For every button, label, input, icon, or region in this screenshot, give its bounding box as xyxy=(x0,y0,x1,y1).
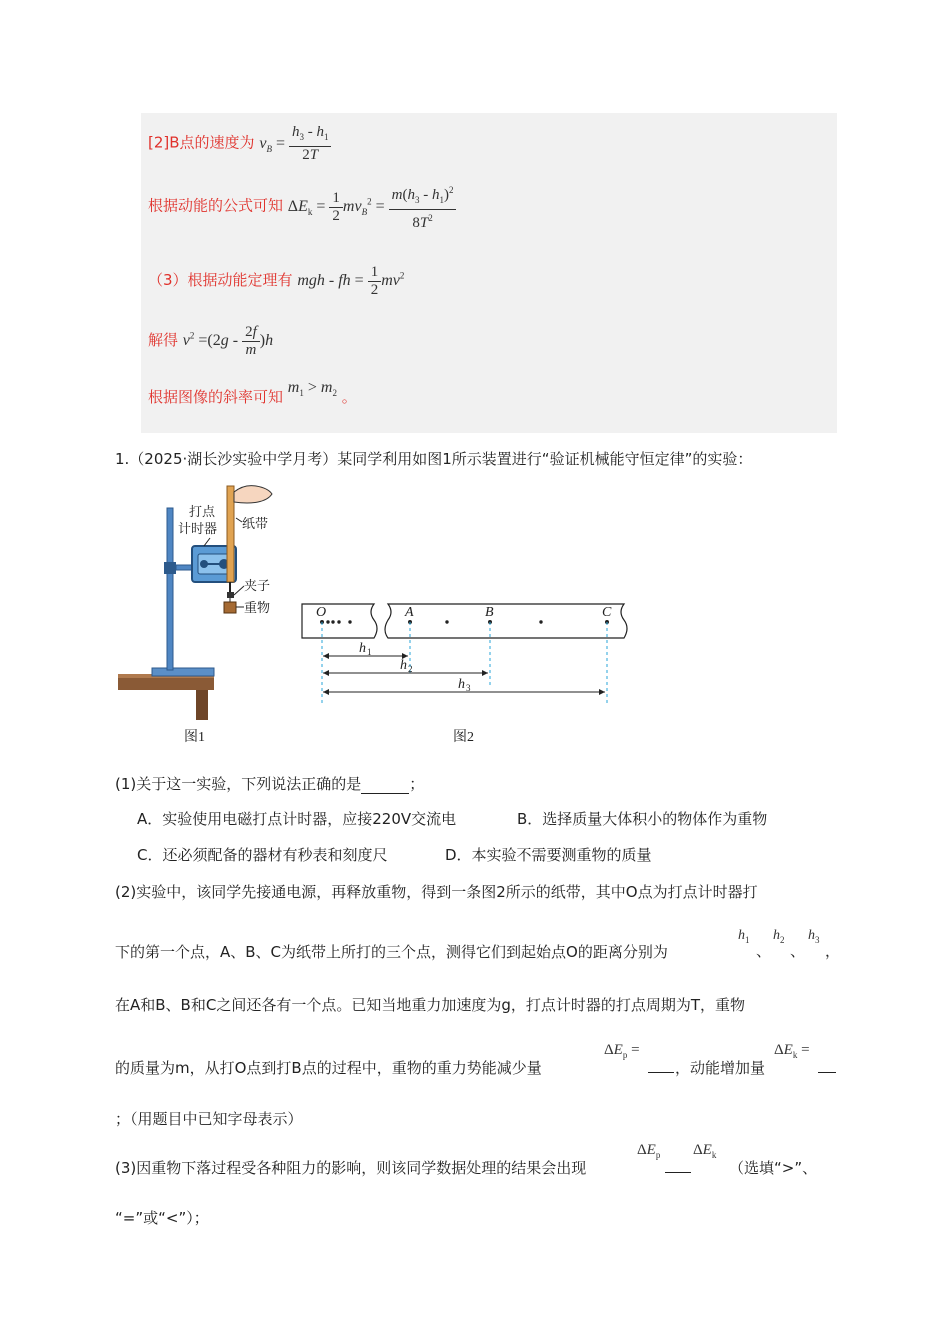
q2-line-5: ；（用题目中已知字母表示） xyxy=(115,1110,303,1128)
formula-v2: $v^2 =(2g$ - $\frac{2f}{m}$ )h xyxy=(182,324,274,358)
q3-line-1a: (3)因重物下落过程受各种阻力的影响，则该同学数据处理的结果会出现 xyxy=(115,1159,587,1177)
figure-2-caption: 图2 xyxy=(453,730,474,745)
symbol-h3: $h_3$ xyxy=(808,928,820,945)
answer-line-2 xyxy=(148,182,456,232)
answer-label-2: 根据动能的公式可知 xyxy=(148,196,284,215)
answer-line-5 xyxy=(148,379,357,408)
paper-tape xyxy=(227,486,234,582)
answer-label-5: 根据图像的斜率可知 xyxy=(148,388,284,406)
option-c: C．还必须配备的器材有秒表和刻度尺 xyxy=(137,846,388,864)
q2-line-2-text: 下的第一个点，A、B、C为纸带上所打的三个点，测得它们到起始点O的距离分别为 xyxy=(115,943,668,961)
q1-line xyxy=(115,773,424,794)
q2-ek-blank[interactable] xyxy=(818,1058,836,1073)
label-timer-line2: 计时器 xyxy=(178,521,218,536)
label-timer-line1: 打点 xyxy=(189,504,216,519)
tape-right-segment xyxy=(385,604,627,638)
answer-line-1 xyxy=(148,124,331,164)
formula-vb: $v_B$ = $\frac{h_3 - h_1}{2T}$ xyxy=(259,135,331,152)
formula-ek: $\Delta E_k$ = $\frac{1}{2}$ $mv_B^2$ = $\frac{m(h_3 - h_1)^2}{8T^2}$ xyxy=(288,198,457,215)
answer-line-4 xyxy=(148,324,273,359)
label-clip: 夹子 xyxy=(244,578,271,593)
table-leg xyxy=(196,690,208,720)
q2-line-4 xyxy=(115,1057,542,1078)
symbol-q3-ep: $\Delta E_p$ xyxy=(637,1142,661,1160)
label-h2: h xyxy=(400,658,407,673)
q1-end: ； xyxy=(409,775,425,793)
q3-compare-blank[interactable] xyxy=(665,1158,691,1173)
label-tape: 纸带 xyxy=(242,516,269,531)
symbol-delta-ep: $\Delta E_p$ = xyxy=(604,1042,640,1060)
answer-line-3 xyxy=(148,264,404,299)
q2-line-1: (2)实验中，该同学先接通电源，再释放重物，得到一条图2所示的纸带，其中O点为打点计时器打 xyxy=(115,883,758,901)
symbol-h1: $h_1$ xyxy=(738,928,750,945)
formula-energy: mgh - fh = $\frac{1}{2}$ $mv^2$ xyxy=(297,264,405,298)
hand xyxy=(234,486,272,503)
stand-clamp xyxy=(164,562,176,574)
q3-line-2: “=”或“<”）； xyxy=(115,1209,209,1227)
label-O: O xyxy=(316,605,327,620)
q2-line-4a: 的质量为m，从打O点到打B点的过程中，重物的重力势能减少量 xyxy=(115,1059,542,1077)
clip xyxy=(227,592,234,598)
symbol-delta-ek: $\Delta E_k$ = xyxy=(774,1042,810,1060)
label-h1-sub: 1 xyxy=(367,647,372,657)
stand-rod xyxy=(167,508,173,670)
q2-line-4b: ，动能增加量 xyxy=(675,1059,766,1077)
label-h2-sub: 2 xyxy=(408,664,413,674)
answer-label-4: 解得 xyxy=(148,331,179,350)
label-h1: h xyxy=(359,641,366,656)
q1-text: (1)关于这一实验，下列说法正确的是 xyxy=(115,775,362,793)
label-h3-sub: 3 xyxy=(466,683,471,693)
q2-ep-blank[interactable] xyxy=(648,1058,674,1073)
option-d: D．本实验不需要测重物的质量 xyxy=(445,846,652,864)
figure-1-caption: 图1 xyxy=(184,730,205,745)
q2-line-2 xyxy=(115,941,668,962)
q3-line-1b: （选填“>”、 xyxy=(729,1159,818,1177)
figure-2-tape xyxy=(296,598,632,708)
stand-base xyxy=(152,668,214,676)
answer-label-1: [2]B点的速度为 xyxy=(148,133,255,152)
q1-answer-blank[interactable] xyxy=(361,775,409,794)
figure-1-apparatus xyxy=(112,478,287,720)
q2-line-3: 在A和B、B和C之间还各有一个点。已知当地重力加速度为g，打点计时器的打点周期为T，重物 xyxy=(115,996,746,1014)
answer-label-3: （3）根据动能定理有 xyxy=(148,271,293,290)
question-header: 1.（2025·湖长沙实验中学月考）某同学利用如图1所示装置进行“验证机械能守恒定律”的实验： xyxy=(115,450,753,468)
formula-mass: $m_1 > m_2$ xyxy=(287,379,337,399)
label-C: C xyxy=(602,605,612,620)
symbol-q3-ek: $\Delta E_k$ xyxy=(693,1142,717,1160)
weight-block xyxy=(224,602,236,613)
label-weight: 重物 xyxy=(244,600,271,615)
label-A: A xyxy=(405,605,414,620)
option-b: B．选择质量大体积小的物体作为重物 xyxy=(517,810,768,828)
table-top xyxy=(118,676,214,690)
option-a: A．实验使用电磁打点计时器，应接220V交流电 xyxy=(137,810,457,828)
symbol-h2: $h_2$ xyxy=(773,928,785,945)
answer-end: 。 xyxy=(341,388,357,406)
label-B: B xyxy=(485,605,494,620)
label-h3: h xyxy=(458,677,465,692)
